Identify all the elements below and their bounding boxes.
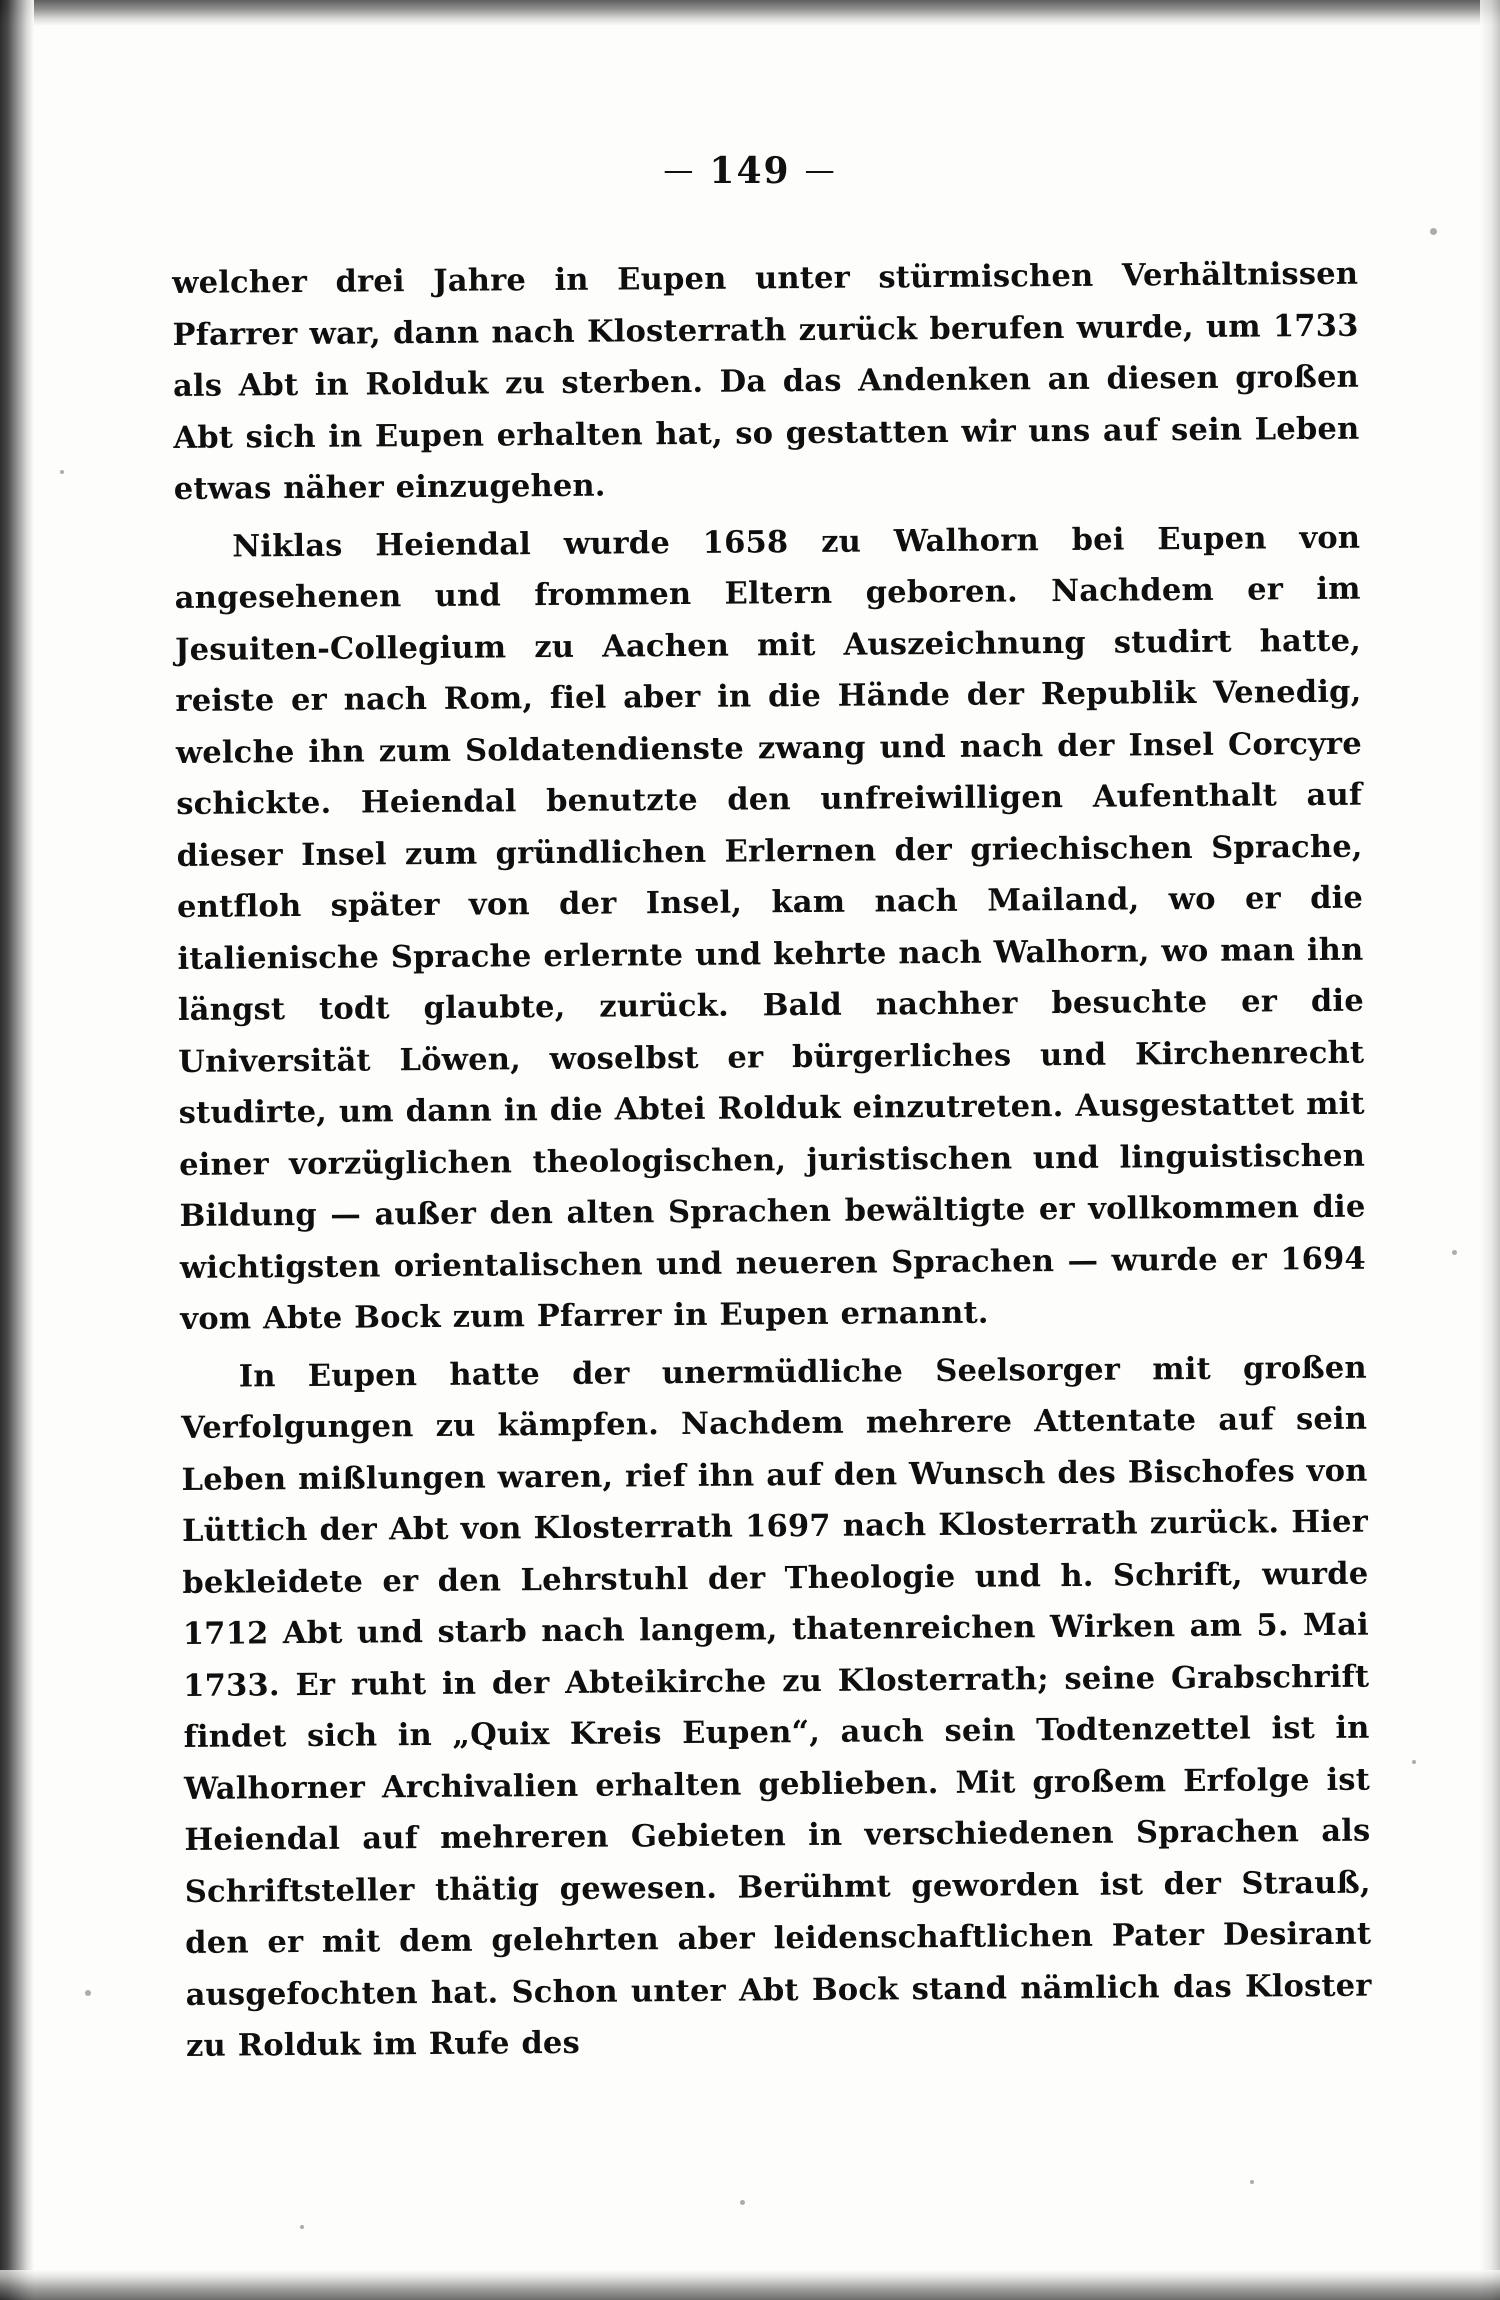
page-number-dash-left: — <box>663 153 696 188</box>
paragraph-3: In Eupen hatte der unermüdliche Seelsorger mit großen Verfolgungen zu kämpfen. Nachdem mehrere Attentate auf sein Leben mißlungen waren, rief ihn auf den Wunsch des Bischofes von Lüttich der Abt von Klosterrath 1697 nach Klosterrath zurück. Hier bekleidete er den Lehrstuhl der Theologie und h. Schrift, wurde 1712 Abt und starb nach langem, thatenreichen Wirken am 5. Mai 1733. Er ruht in der Abteikirche zu Klosterrath; seine Grabschrift findet sich in „Quix Kreis Eupen“, auch sein Todtenzettel ist in Walhorner Archivalien erhalten geblieben. Mit großem Erfolge ist Heiendal auf mehreren Gebieten in verschiedenen Sprachen als Schriftsteller thätig gewesen. Berühmt geworden ist der Strauß, den er mit dem gelehrten aber leidenschaftlichen Pater Desirant ausgefochten hat. Schon unter Abt Bock stand nämlich das Kloster zu Rolduk im Rufe des <box>181 1349 1372 2064</box>
paragraph-2: Niklas Heiendal wurde 1658 zu Walhorn bei Eupen von angesehenen und frommen Eltern geboren. Nachdem er im Jesuiten-Collegium zu Aachen mit Auszeichnung studirt hatte, reiste er nach Rom, fiel aber in die Hände der Republik Venedig, welche ihn zum Soldatendienste zwang und nach der Insel Corcyre schickte. Heiendal benutzte den unfreiwilligen Aufenthalt auf dieser Insel zum gründlichen Erlernen der griechischen Sprache, entfloh später von der Insel, kam nach Mailand, wo er die italienische Sprache erlernte und kehrte nach Walhorn, wo man ihn längst todt glaubte, zurück. Bald nachher besuchte er die Universität Löwen, woselbst er bürgerliches und Kirchenrecht studirte, um dann in die Abtei Rolduk einzutreten. Ausgestattet mit einer vorzüglichen theologischen, juristischen und linguistischen Bildung — außer den alten Sprachen bewältigte er vollkommen die wichtigsten orientalischen und neueren Sprachen — wurde er 1694 vom Abte Bock zum Pfarrer in Eupen ernannt. <box>174 519 1367 1337</box>
page-number: 149 <box>709 150 791 192</box>
page-number-dash-right: — <box>804 153 837 188</box>
page-body <box>172 249 1372 2073</box>
paragraph-1: welcher drei Jahre in Eupen unter stürmischen Verhältnissen Pfarrer war, dann nach Klosterrath zurück berufen wurde, um 1733 als Abt in Rolduk zu sterben. Da das Andenken an diesen großen Abt sich in Eupen erhalten hat, so gestatten wir uns auf sein Leben etwas näher einzugehen. <box>172 255 1360 507</box>
page-header <box>0 150 1500 192</box>
